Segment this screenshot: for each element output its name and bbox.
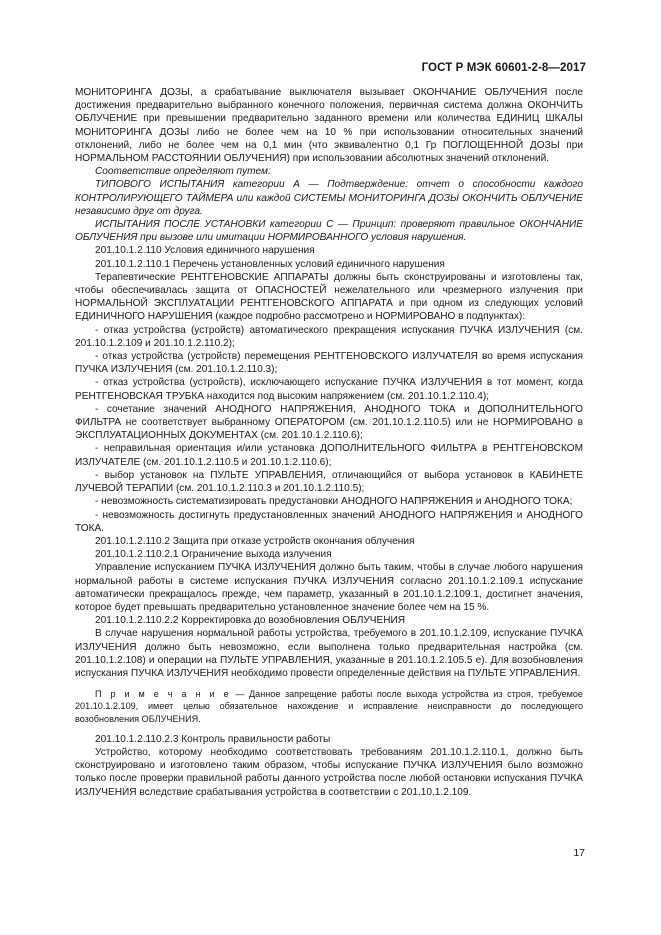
clause-heading: 201.10.1.2.110.2.2 Корректировка до возобновления ОБЛУЧЕНИЯ (95, 615, 406, 627)
list-item: - выбор установок на ПУЛЬТЕ УПРАВЛЕНИЯ, отличающийся от выбора установок в КАБИНЕТЕ ЛУЧЕВОЙ ТЕРАПИИ (см. 201.10.1.2.110.3 и 201.10.1.2.110.5); (75, 469, 583, 495)
note-label: П р и м е ч а н и е (95, 689, 231, 700)
list-item: - неправильная ориентация и/или установка ДОПОЛНИТЕЛЬНОГО ФИЛЬТРА в РЕНТГЕНОВСКОМ ИЗЛУЧАТЕЛЕ (см. 201.10.1.2.110.5 и 201.10.1.2.110.6); (75, 443, 583, 468)
list-item: - отказ устройства (устройств), исключающего испускание ПУЧКА ИЗЛУЧЕНИЯ в тот момент, когда РЕНТГЕНОВСКАЯ ТРУБКА находится под высоким напряжением (см. 201.10.1.2.110.4); (75, 377, 583, 402)
clause-heading: 201.10.1.2.110.1 Перечень установленных условий единичного нарушения (95, 258, 445, 270)
list-item: - отказ устройства (устройств) перемещения РЕНТГЕНОВСКОГО ИЗЛУЧАТЕЛЯ во время испускания ПУЧКА ИЗЛУЧЕНИЯ (см. 201.10.1.2.110.3); (75, 351, 583, 376)
note-text: — Данное запрещение работы после выхода устройства из строя, требуемое 201.10.1.2.109, имеет целью обязательное нахождение и исправление неисправности до последующего возобновления ОБЛУЧЕНИЯ. (75, 689, 583, 724)
paragraph: В случае нарушения нормальной работы устройства, требуемого в 201.10.1.2.109, испускание ПУЧКА ИЗЛУЧЕНИЯ должно быть невозможно, если выполнена только предварительная настройка (см. 201.10.1.2.108) и операции на ПУЛЬТЕ УПРАВЛЕНИЯ, указанные в 201.10.1.2.105.5 е). Для возобновления испускания ПУЧКА ИЗЛУЧЕНИЯ необходимо провести определенные действия на ПУЛЬТЕ УПРАВЛЕНИЯ. (75, 628, 583, 679)
clause-heading: 201.10.1.2.110.2.3 Контроль правильности работы (95, 733, 331, 745)
paragraph: Управление испусканием ПУЧКА ИЗЛУЧЕНИЯ должно быть таким, чтобы в случае любого нарушения нормальной работы в системе испускания ПУЧКА ИЗЛУЧЕНИЯ согласно 201.10.1.2.109.1 испускание автоматически прекращалось прежде, чем параметр, указанный в 201.10.1.2.109.1, достигнет значения, которое будет превышать предварительно установленное значение более чем на 15 %. (75, 562, 583, 613)
paragraph: Терапевтические РЕНТГЕНОВСКИЕ АППАРАТЫ должны быть сконструированы и изготовлены так, чтобы обеспечивалась защита от ОПАСНОСТЕЙ нежелательного или чрезмерного излучения при НОРМАЛЬНОЙ ЭКСПЛУАТАЦИИ РЕНТГЕНОВСКОГО АППАРАТА и при одном из следующих условий ЕДИНИЧНОГО НАРУШЕНИЯ (каждое подробно рассмотрено и НОРМИРОВАНО в подпунктах): (75, 271, 583, 323)
compliance-type-test: ТИПОВОГО ИСПЫТАНИЯ категории А — Подтверждение: отчет о способности каждого КОНТРОЛИРУЮЩЕГО ТАЙМЕРА или каждой СИСТЕМЫ МОНИТОРИНГА ДОЗЫ ОКОНЧИТЬ ОБЛУЧЕНИЕ независимо друг от друга. (75, 179, 583, 217)
list-item: - сочетание значений АНОДНОГО НАПРЯЖЕНИЯ, АНОДНОГО ТОКА и ДОПОЛНИТЕЛЬНОГО ФИЛЬТРА не соответствует выбранному ОПЕРАТОРОМ (см. 201.10.1.2.110.5) или не НОРМИРОВАНО в ЭКСПЛУАТАЦИОННЫХ ДОКУМЕНТАХ (см. 201.10.1.2.110.6); (75, 403, 583, 442)
paragraph: Устройство, которому необходимо соответствовать требованиям 201.10.1.2.110.1, должно быть сконструировано и изготовлено таким образом, чтобы испускание ПУЧКА ИЗЛУЧЕНИЯ было возможно только после проверки правильной работы данного устройства после любой остановки испускания ПУЧКА ИЗЛУЧЕНИЯ вследствие срабатывания устройства в соответствии с 201.10.1.2.109. (75, 746, 583, 798)
clause-heading: 201.10.1.2.110.2.1 Ограничение выхода излучения (95, 549, 332, 561)
list-item: - невозможность достигнуть предустановленных значений АНОДНОГО НАПРЯЖЕНИЯ и АНОДНОГО ТОКА. (75, 509, 583, 534)
list-item: - невозможность систематизировать предустановки АНОДНОГО НАПРЯЖЕНИЯ и АНОДНОГО ТОКА; (95, 496, 573, 508)
compliance-site-test: ИСПЫТАНИЯ ПОСЛЕ УСТАНОВКИ категории С — Принцип: проверяют правильное ОКОНЧАНИЕ ОБЛУЧЕНИЯ при вызове или имитации НОРМИРОВАННОГО условия нарушения. (75, 219, 583, 244)
clause-heading: 201.10.1.2.110.2 Защита при отказе устройств окончания облучения (95, 535, 415, 547)
page-number: 17 (573, 847, 585, 859)
paragraph-continuation: МОНИТОРИНГА ДОЗЫ, а срабатывание выключателя вызывает ОКОНЧАНИЕ ОБЛУЧЕНИЯ после достижения предварительно выбранного конечного положения, первичная система должна ОКОНЧИТЬ ОБЛУЧЕНИЕ при превышении предварительно заданного времени или количества ЕДИНИЦ ШКАЛЫ МОНИТОРИНГА ДОЗЫ либо не более чем на 10 % при использовании относительных значений отклонений, либо не более чем на 0,1 мин (что эквивалентно 0,1 Гр ПОГЛОЩЕННОЙ ДОЗЫ при НОРМАЛЬНОМ РАССТОЯНИИ ОБЛУЧЕНИЯ) при использовании абсолютных значений отклонений. (75, 87, 583, 165)
compliance-intro: Соответствие определяют путем: (95, 166, 271, 178)
document-header: ГОСТ Р МЭК 60601-2-8—2017 (421, 62, 586, 74)
document-body (75, 86, 583, 799)
clause-heading: 201.10.1.2.110 Условия единичного нарушения (95, 245, 315, 257)
list-item: - отказ устройства (устройств) автоматического прекращения испускания ПУЧКА ИЗЛУЧЕНИЯ (см. 201.10.1.2.109 и 201.10.1.2.110.2); (75, 324, 583, 349)
note (75, 688, 583, 725)
